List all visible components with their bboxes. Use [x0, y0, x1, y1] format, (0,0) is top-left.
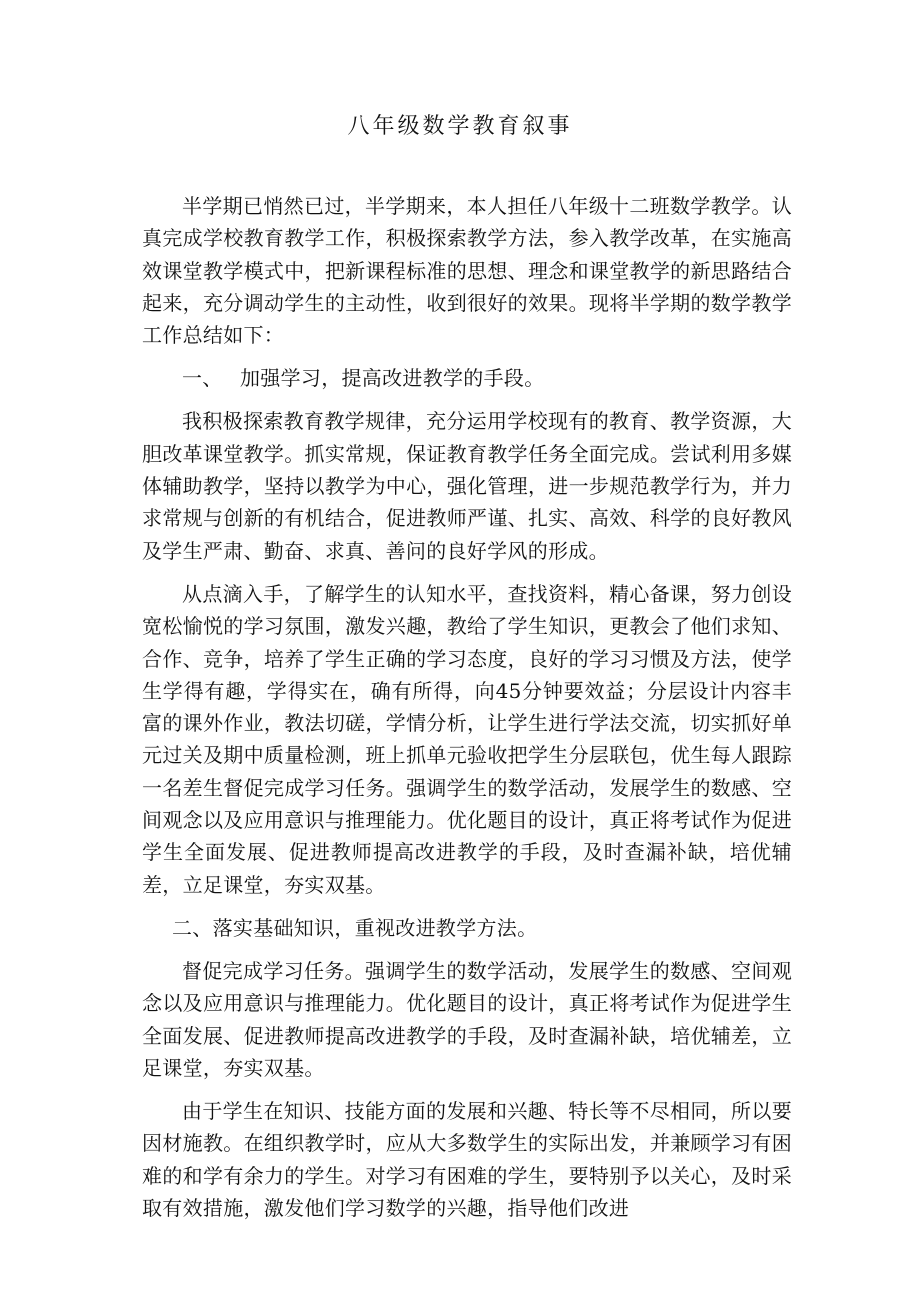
section-2-paragraph-1: 督促完成学习任务。强调学生的数学活动，发展学生的数感、空间观念以及应用意识与推理能力。优化题目的设计，真正将考试作为促进学生全面发展、促进教师提高改进教学的手段，及时查漏补缺，培优辅差，立足课堂，夯实双基。: [142, 958, 792, 1080]
document-title: 八年级数学教育叙事: [347, 114, 573, 139]
section-2-paragraph-2: 由于学生在知识、技能方面的发展和兴趣、特长等不尽相同，所以要因材施教。在组织教学时，应从大多数学生的实际出发，并兼顾学习有困难的和学有余力的学生。对学习有困难的学生，要特别予以关心，及时采取有效措施，激发他们学习数学的兴趣，指导他们改进: [142, 1099, 792, 1221]
section-2-heading: 二、落实基础知识，重视改进教学方法。: [172, 915, 538, 940]
section-1-paragraph-1: 我积极探索教育教学规律，充分运用学校现有的教育、教学资源，大胆改革课堂教学。抓实常规，保证教育教学任务全面完成。尝试利用多媒体辅助教学，坚持以教学为中心，强化管理，进一步规范教学行为，并力求常规与创新的有机结合，促进教师严谨、扎实、高效、科学的良好教风及学生严肃、勤奋、求真、善问的良好学风的形成。: [142, 409, 792, 563]
section-1-number: 一、: [182, 366, 223, 391]
section-1-paragraph-2: 从点滴入手，了解学生的认知水平，查找资料，精心备课，努力创设宽松愉悦的学习氛围，激发兴趣，教给了学生知识，更教会了他们求知、合作、竞争，培养了学生正确的学习态度，良好的学习习惯及方法，使学生学得有趣，学得实在，确有所得，向45分钟要效益；分层设计内容丰富的课外作业，教法切磋，学情分析，让学生进行学法交流，切实抓好单元过关及期中质量检测，班上抓单元验收把学生分层联包，优生每人跟踪一名差生督促完成学习任务。强调学生的数学活动，发展学生的数感、空间观念以及应用意识与推理能力。优化题目的设计，真正将考试作为促进学生全面发展、促进教师提高改进教学的手段，及时查漏补缺，培优辅差，立足课堂，夯实双基。: [142, 581, 792, 897]
intro-paragraph: 半学期已悄然已过，半学期来，本人担任八年级十二班数学教学。认真完成学校教育教学工作，积极探索教学方法，参入教学改革，在实施高效课堂教学模式中，把新课程标准的思想、理念和课堂教学的新思路结合起来，充分调动学生的主动性，收到很好的效果。现将半学期的数学教学工作总结如下：: [142, 194, 792, 348]
section-1-heading-text: 加强学习，提高改进教学的手段。: [240, 366, 545, 391]
document-body: [142, 190, 792, 1235]
section-1-heading: [142, 362, 792, 394]
